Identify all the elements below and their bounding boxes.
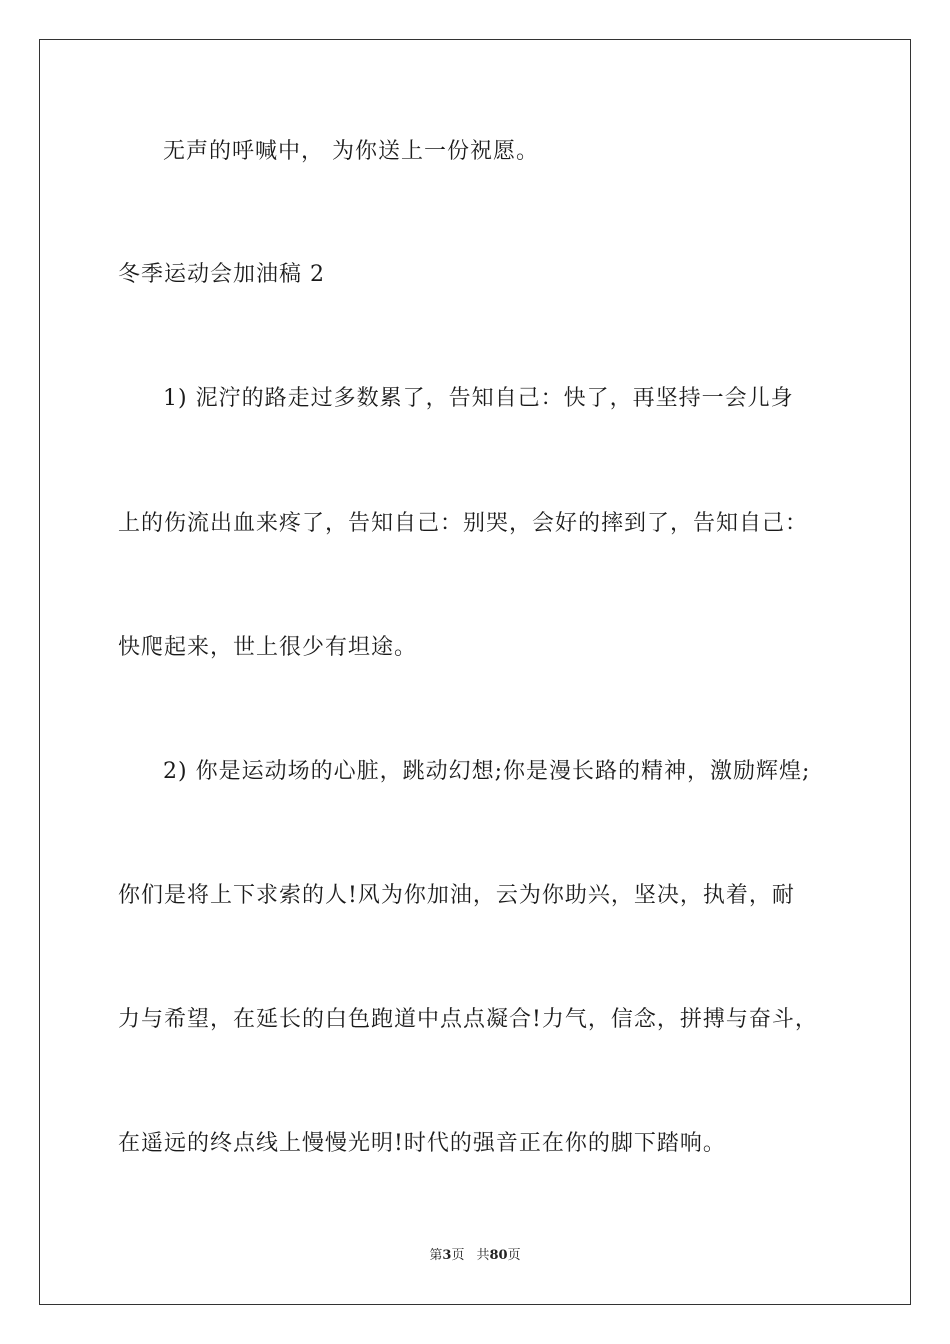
paragraph-line: 快爬起来，世上很少有坦途。 <box>118 635 418 660</box>
current-page-number: 3 <box>442 1248 452 1263</box>
footer-page-unit: 页 <box>451 1248 465 1263</box>
footer-prefix: 第 <box>429 1248 443 1263</box>
footer-total-prefix: 共 <box>476 1248 490 1263</box>
paragraph-line: 1) 泥泞的路走过多数累了，告知自己：快了，再坚持一会儿身 <box>163 386 794 411</box>
paragraph-line: 无声的呼喊中， 为你送上一份祝愿。 <box>163 139 539 164</box>
paragraph-line: 在遥远的终点线上慢慢光明!时代的强音正在你的脚下踏响。 <box>118 1131 726 1156</box>
paragraph-line: 2) 你是运动场的心脏，跳动幻想;你是漫长路的精神，激励辉煌; <box>163 759 811 784</box>
total-page-count: 80 <box>489 1248 508 1263</box>
page-border <box>39 39 911 1305</box>
footer-total-unit: 页 <box>507 1248 521 1263</box>
paragraph-line: 上的伤流出血来疼了，告知自己：别哭，会好的摔到了，告知自己： <box>118 511 809 536</box>
paragraph-line: 力与希望，在延长的白色跑道中点点凝合!力气，信念，拼搏与奋斗， <box>118 1007 818 1032</box>
section-heading: 冬季运动会加油稿 2 <box>118 262 325 287</box>
page-footer <box>0 1246 950 1266</box>
paragraph-line: 你们是将上下求索的人!风为你加油，云为你助兴，坚决，执着，耐 <box>118 883 795 908</box>
